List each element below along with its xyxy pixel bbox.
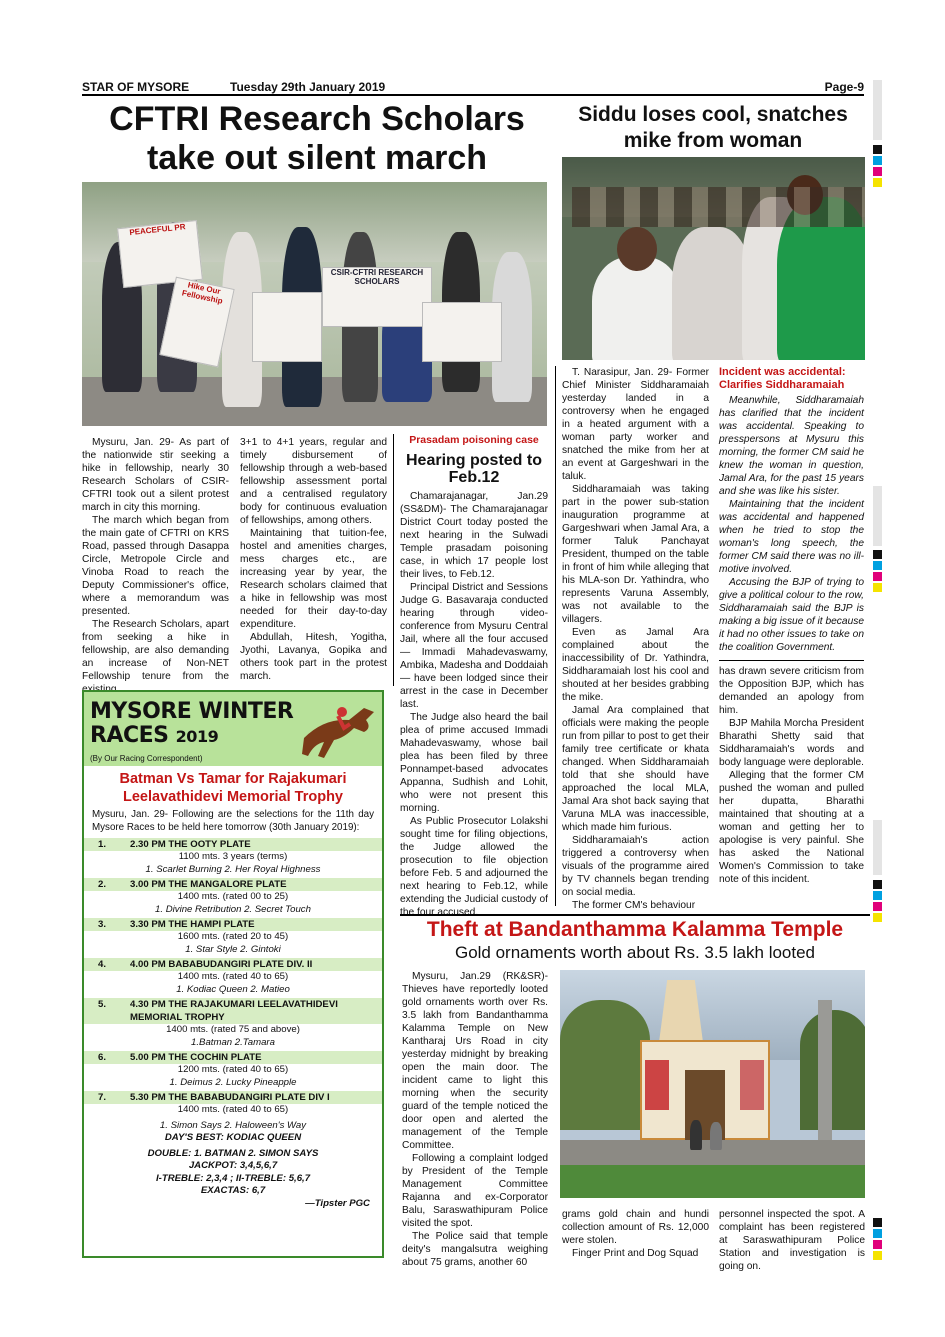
- prasadam-story: [400, 434, 548, 919]
- protest-sign: Hike Our Fellowship: [159, 277, 234, 368]
- prasadam-body: Chamarajanagar, Jan.29 (SS&DM)- The Chamarajanagar District Court today posted the next hearing in the Sulwadi Temple prasadam poisoning case, in which 17 people lost their lives, to Feb.12. Principal District and Sessions Judge G. Basavaraja conducted hearing through video-conference from Mysuru Central Jail, where all the four accused — Immadi Mahadevaswamy, Ambika, Madesha and Doddaiah — have been lodged since their arrest in the case in December last. The Judge also heard the bail plea of prime accused Immadi Mahadevaswamy, whose bail plea has been filed by three Ponnampet-based advocates Appanna, Sudhish and Lohit, who were not present this morning. As Public Prosecutor Lolakshi sought time for filing objections, the Judge allowed the prosecution to file objection before Feb. 5 and adjourned the next hearing to Feb.12, while extending the Judicial custody of the four accused.: [400, 491, 548, 918]
- siddu-photo: [562, 157, 865, 360]
- tipster-credit: —Tipster PGC: [305, 1197, 370, 1209]
- races-title: MYSORE WINTER RACES 2019: [90, 699, 294, 748]
- siddu-headline: Siddu loses cool, snatches mike from woman: [578, 103, 848, 152]
- siddu-column-2: has drawn severe criticism from the Opposition BJP, which has demanded an apology from him. BJP Mahila Morcha President Bharathi Shetty said that Siddharamaiah's words and body language were deplorable. Alleging that the former CM pushed the woman and pulled her dupatta, Bharathi maintained that shouting at a woman and getting her to apologise is very painful. She has asked the National Women's Commission to take note of this incident.: [719, 666, 864, 885]
- cftri-column-1: Mysuru, Jan. 29- As part of the nationwide stir seeking a hike in fellowship, nearly 30 Research Scholars of CSIR-CFTRI took out a silent protest march in city this morning. The march which began from the main gate of CFTRI on KRS Road, passed through Dasappa Circle, Metropole Circle and Vinoba Road to reach the Deputy Commissioner's office, where a memorandum was presented. The Research Scholars, apart from seeking a hike in fellowship, are also demanding an increase of Non-NET Fellowship tenure from the: [82, 437, 229, 682]
- jackpot-tip: JACKPOT: 3,4,5,6,7: [188, 1160, 278, 1171]
- treble-tip: I-TREBLE: 2,3,4 ; II-TREBLE: 5,6,7: [155, 1172, 311, 1184]
- races-byline: (By Our Racing Correspondent): [90, 754, 203, 763]
- theft-subhead: Gold ornaments worth about Rs. 3.5 lakh looted: [454, 943, 816, 962]
- registration-bar: [873, 80, 882, 140]
- cftri-headline: CFTRI Research Scholars take out silent march: [109, 100, 525, 178]
- race-row: 4. 4.00 PM BABABUDANGIRI PLATE DIV. II: [84, 958, 382, 971]
- sidebar-headline: Incident was accidental: Clarifies Siddharamaiah: [719, 366, 846, 391]
- publication-name: STAR OF MYSORE: [82, 80, 190, 94]
- protest-photo: [82, 182, 547, 426]
- theft-column-3: personnel inspected the spot. A complaint has been registered at Saraswathipuram Police Station and investigation is going on.: [719, 1209, 865, 1272]
- race-row: 2. 3.00 PM THE MANGALORE PLATE: [84, 878, 382, 891]
- prasadam-headline: Hearing posted to Feb.12: [405, 452, 542, 486]
- theft-headline: Theft at Bandanthamma Kalamma Temple: [400, 914, 870, 942]
- race-row: 3. 3.30 PM THE HAMPI PLATE: [84, 918, 382, 931]
- race-row: 1. 2.30 PM THE OOTY PLATE: [84, 838, 382, 851]
- prasadam-kicker: Prasadam poisoning case: [409, 434, 539, 446]
- siddu-column-1: T. Narasipur, Jan. 29- Former Chief Minister Siddharamaiah yesterday landed in a controversy when he engaged in a heated argument with a woman party worker and snatched the mike from her at an event at Gargeshwari in the taluk. Siddharamaiah was taking part in the power sub-station inauguration programme at Gargeshwari when Jamal Ara, a former Taluk Panchayat President, thumped on the table in front of him while alleging that his MLA-son Dr. Yathindra, who represents Varuna Assembly, was not available to the villagers. Even as Jamal Ara complained about the inaccessibility of Dr. Yathindra, Siddharamaiah lost his cool and shouted at her besides grabbing the mike. Jamal Ara complained that officials were making the people run from pillar to post to get their family tree certificate or khata changed. When Siddharamaiah told that she should have approached the local MLA, Jamal Ara shot back saying that Varuna MLA was inaccessible, which made him furious. Siddharamaiah's action triggered a controversy when visuals of the programme aired by TV channels began trending on social media. The former CM's behaviour: [562, 367, 709, 911]
- protest-banner: CSIR-CFTRI RESEARCH SCHOLARS: [322, 267, 432, 327]
- racehorse-icon: [294, 698, 384, 764]
- protest-sign: PEACEFUL PR: [117, 220, 203, 288]
- issue-date: Tuesday 29th January 2019: [230, 80, 386, 94]
- race-row: 6. 5.00 PM THE COCHIN PLATE: [84, 1051, 382, 1064]
- race-row: 7. 5.30 PM THE BABABUDANGIRI PLATE DIV I: [84, 1091, 382, 1104]
- page-header: [82, 78, 864, 96]
- exactas-tip: EXACTAS: 6,7: [200, 1185, 266, 1196]
- theft-column-2: grams gold chain and hundi collection amount of Rs. 12,000 were stolen. Finger Print and Dog Squad: [562, 1209, 709, 1259]
- races-box: MYSORE WINTER RACES 2019 (By Our Racing Correspondent) Batman Vs Tamar for Rajakumari Leelavathidevi Memorial Trophy Mysuru, Jan. 29- Following are the selections for the 11th day Mysore Races to be held here tomorrow (30th January 2019): 1. 2.30 PM THE OOTY PLATE 1100 mts. 3 years (terms) 1. Scarlet Burning 2. Her Royal Highness 2. 3.00 PM THE MANGALORE PLATE 1400 mts. (rated 00 to 25) 1. Divine Retribution 2. Secret Touch 3. 3.30 PM THE HAMPI PLATE 1600 mts. (rated 20 to 45) 1. Star Style 2. Gintoki 4. 4.00 PM BABABUDANGIRI PLATE DIV. II 1400 mts. (rated 40 to 65) 1. Kodiac Queen 2. Matieo 5. 4.30 PM THE RAJAKUMARI LEELAVATHIDEVI MEMORIAL TROPHY 1400 mts. (rated 75 and above) 1.Batman 2.Tamara 6. 5.00 PM THE COCHIN PLATE 1200 mts. (rated 40 to 65) 1. Deimus 2. Lucky Pineapple 7. 5.30 PM THE BABABUDANGIRI PLATE DIV I 1400 mts. (rated 40 to 65) 1. Simon Says 2. Haloween's Way DAY'S BEST: KODIAC QUEEN DOUBLE: 1. BATMAN 2. SIMON SAYS JACKPOT: 3,4,5,6,7 I-TREBLE: 2,3,4 ; II-TREBLE: 5,6,7 EXACTAS: 6,7 —Tipster PGC: [82, 690, 384, 1258]
- races-headline: Batman Vs Tamar for Rajakumari Leelavathidevi Memorial Trophy: [119, 771, 347, 805]
- races-intro: Mysuru, Jan. 29- Following are the selections for the 11th day Mysore Races to be held here tomorrow (30th January 2019):: [92, 809, 374, 833]
- sidebar-body: Meanwhile, Siddharamaiah has clarified that the incident was accidental. Speaking to presspersons at Mysuru this morning, the former CM said he knew the woman in question, Jamal Ara, for the past 15 years and she was like his sister. Maintaining that the incident was accidental and happened when he tried to stop the woman's long speech, the former CM said there was no ill-motive involved. Accusing the BJP of trying to give a political colour to the row, Siddharamaiah said the BJP is making a big issue of it because it had no other issues to take on the coalition Government.: [719, 394, 864, 661]
- siddu-sidebar: [719, 366, 864, 886]
- page-number: Page-9: [824, 80, 864, 94]
- theft-column-1: Mysuru, Jan.29 (RK&SR)- Thieves have reportedly looted gold ornaments worth over Rs. 3.5 lakh from Bandanthamma Kalamma Temple on New Kantharaj Urs Road in city yesterday midnight by breaking open the main door. The incident came to light this morning when the security guard of the temple noticed the door open and alerted the management of the Temple Committee. Following a complaint lodged by President of the Temple Management Committee Rajanna and ex-Corporator Balu, Saraswathipuram Police visited the spot. The Police said that temple deity's mangalsutra weighing about 75 grams, another 60: [402, 971, 548, 1268]
- days-best: DAY'S BEST: KODIAC QUEEN: [164, 1132, 302, 1143]
- race-row: 5. 4.30 PM THE RAJAKUMARI LEELAVATHIDEVI MEMORIAL TROPHY: [84, 998, 382, 1024]
- cftri-column-2: 3+1 to 4+1 years, regular and timely disbursement of fellowship through a web-based fellowship assessment portal and a centralised regulatory body for continuous evaluation of fellowships, among others. Maintaining that tuition-fee, hostel and amenities charges, mess charges etc., are increasing year by year, the Research scholars claimed that a hike in fellowship was most needed for their day-to-day expenditure. Abdullah, Hitesh, Yogitha, Jyothi, Lavanya, Gopika and others took part in the protest march.: [240, 437, 387, 682]
- races-banner: [84, 692, 382, 766]
- temple-photo: [560, 970, 865, 1198]
- double-tip: DOUBLE: 1. BATMAN 2. SIMON SAYS: [147, 1147, 319, 1159]
